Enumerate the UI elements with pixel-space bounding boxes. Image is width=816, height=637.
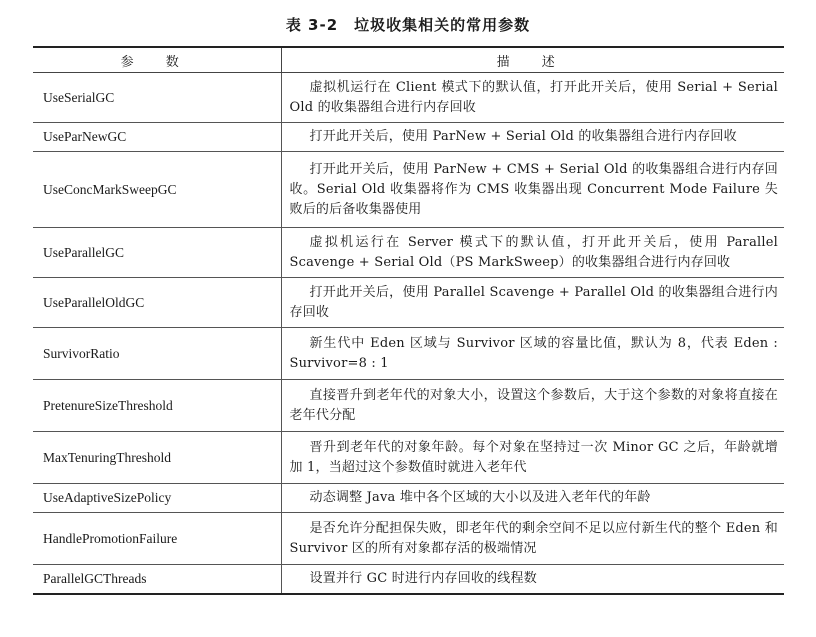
param-desc: 打开此开关后，使用 ParNew + CMS + Serial Old 的收集器组合进行内存回收。Serial Old 收集器将作为 CMS 收集器出现 Concurrent Mode Failure 失败后的后备收集器使用: [281, 152, 784, 228]
param-name: HandlePromotionFailure: [33, 513, 281, 565]
gc-parameters-table: [33, 46, 784, 595]
table-row: [33, 513, 784, 565]
table-caption: 表 3-2 垃圾收集相关的常用参数: [285, 16, 531, 34]
table-row: [33, 328, 784, 380]
table-row: [33, 432, 784, 484]
param-name: UseParNewGC: [33, 123, 281, 152]
column-header-param: 参 数: [33, 47, 281, 73]
param-desc: 虚拟机运行在 Server 模式下的默认值，打开此开关后，使用 Parallel Scavenge + Serial Old（PS MarkSweep）的收集器组合进行内存回收: [281, 228, 784, 278]
param-desc: 打开此开关后，使用 Parallel Scavenge + Parallel Old 的收集器组合进行内存回收: [281, 278, 784, 328]
param-desc: 是否允许分配担保失败，即老年代的剩余空间不足以应付新生代的整个 Eden 和 Survivor 区的所有对象都存活的极端情况: [281, 513, 784, 565]
param-desc: 打开此开关后，使用 ParNew + Serial Old 的收集器组合进行内存回收: [281, 123, 784, 152]
table-row: [33, 565, 784, 595]
param-desc: 设置并行 GC 时进行内存回收的线程数: [281, 565, 784, 595]
param-desc: 直接晋升到老年代的对象大小，设置这个参数后，大于这个参数的对象将直接在老年代分配: [281, 380, 784, 432]
param-desc: 动态调整 Java 堆中各个区域的大小以及进入老年代的年龄: [281, 484, 784, 513]
param-name: UseConcMarkSweepGC: [33, 152, 281, 228]
param-name: UseParallelGC: [33, 228, 281, 278]
table-row: [33, 123, 784, 152]
param-name: UseSerialGC: [33, 73, 281, 123]
table-row: [33, 152, 784, 228]
table-row: [33, 278, 784, 328]
table-row: [33, 380, 784, 432]
param-desc: 虚拟机运行在 Client 模式下的默认值，打开此开关后，使用 Serial + Serial Old 的收集器组合进行内存回收: [281, 73, 784, 123]
param-name: PretenureSizeThreshold: [33, 380, 281, 432]
param-name: UseAdaptiveSizePolicy: [33, 484, 281, 513]
table-header-row: [33, 47, 784, 73]
table-row: [33, 484, 784, 513]
param-name: ParallelGCThreads: [33, 565, 281, 595]
param-desc: 新生代中 Eden 区域与 Survivor 区域的容量比值，默认为 8，代表 Eden : Survivor=8 : 1: [281, 328, 784, 380]
param-name: UseParallelOldGC: [33, 278, 281, 328]
param-name: SurvivorRatio: [33, 328, 281, 380]
column-header-desc: 描 述: [281, 47, 784, 73]
table-row: [33, 73, 784, 123]
param-desc: 晋升到老年代的对象年龄。每个对象在坚持过一次 Minor GC 之后，年龄就增加 1，当超过这个参数值时就进入老年代: [281, 432, 784, 484]
table-row: [33, 228, 784, 278]
param-name: MaxTenuringThreshold: [33, 432, 281, 484]
